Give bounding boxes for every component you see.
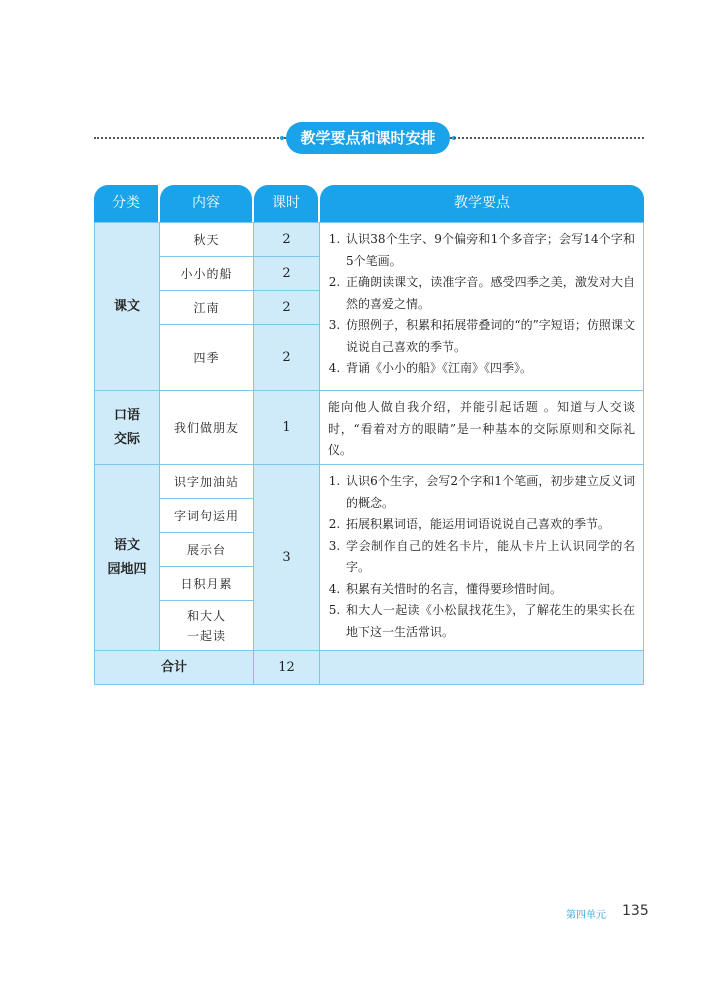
category-line: 口语 [113,407,140,423]
teaching-point: 2. 正确朗读课文，读准字音。感受四季之美，激发对大自然的喜爱之情。 [344,272,635,315]
category-line: 交际 [113,431,140,447]
title-divider-left [94,137,286,139]
table-row-hours: 1 [253,390,320,465]
table-row-hours: 2 [253,256,320,291]
teaching-point: 2. 拓展积累词语，能运用词语说说自己喜欢的季节。 [344,514,635,536]
teaching-point: 1. 认识38个生字、9个偏旁和1个多音字；会写14个字和5个笔画。 [344,229,635,272]
teaching-point: 3. 仿照例子，积累和拓展带叠词的“的”字短语；仿照课文说说自己喜欢的季节。 [344,315,635,358]
teaching-point: 1. 认识6个生字，会写2个字和1个笔画，初步建立反义词的概念。 [344,471,635,514]
header-points: 教学要点 [320,185,644,223]
category-chinese-garden [94,464,160,651]
table-row-content: 江南 [159,290,254,325]
table-row-hours: 2 [253,290,320,325]
teaching-point: 3. 学会制作自己的姓名卡片，能从卡片上认识同学的名字。 [344,536,635,579]
header-content: 内容 [160,185,252,223]
total-label: 合计 [94,650,254,685]
table-row-content: 日积月累 [159,566,254,601]
table-row-content: 我们做朋友 [159,390,254,465]
table-row-hours: 3 [253,464,320,651]
total-hours: 12 [253,650,320,685]
section-title-bar [94,122,644,154]
table-row-content: 秋天 [159,222,254,257]
footer-unit: 第四单元 [566,910,606,921]
content-line: 和大人 [186,608,226,623]
table-row-content: 识字加油站 [159,464,254,499]
table-row-content: 展示台 [159,532,254,567]
category-line: 语文 [113,537,140,553]
table-row-content: 四季 [159,324,254,391]
header-hours: 课时 [254,185,318,223]
table-row-hours: 2 [253,324,320,391]
section-title: 教学要点和课时安排 [286,122,450,154]
content-line: 一起读 [186,628,226,643]
category-texts: 课文 [94,222,160,391]
teaching-point: 能向他人做自我介绍，并能引起话题 。知道与人交谈时，“看着对方的眼睛”是一种基本的交际原则和交际礼仪。 [328,400,635,457]
category-oral-communication [94,390,160,465]
teaching-points-texts [319,222,644,391]
teaching-point: 5. 和大人一起读《小松鼠找花生》，了解花生的果实长在地下这一生活常识。 [344,600,635,643]
table-row-content: 字词句运用 [159,498,254,533]
page-number: 135 [622,903,649,919]
teaching-points-oral [319,390,644,465]
category-line: 园地四 [107,561,147,577]
header-category: 分类 [94,185,158,223]
table-row-content: 小小的船 [159,256,254,291]
teaching-point: 4. 背诵《小小的船》《江南》《四季》。 [344,358,635,380]
title-divider-right [450,137,644,139]
teaching-point: 4. 积累有关惜时的名言，懂得要珍惜时间。 [344,579,635,601]
table-row-hours: 2 [253,222,320,257]
table-row-content [159,600,254,651]
total-points-empty [319,650,644,685]
teaching-points-garden [319,464,644,651]
